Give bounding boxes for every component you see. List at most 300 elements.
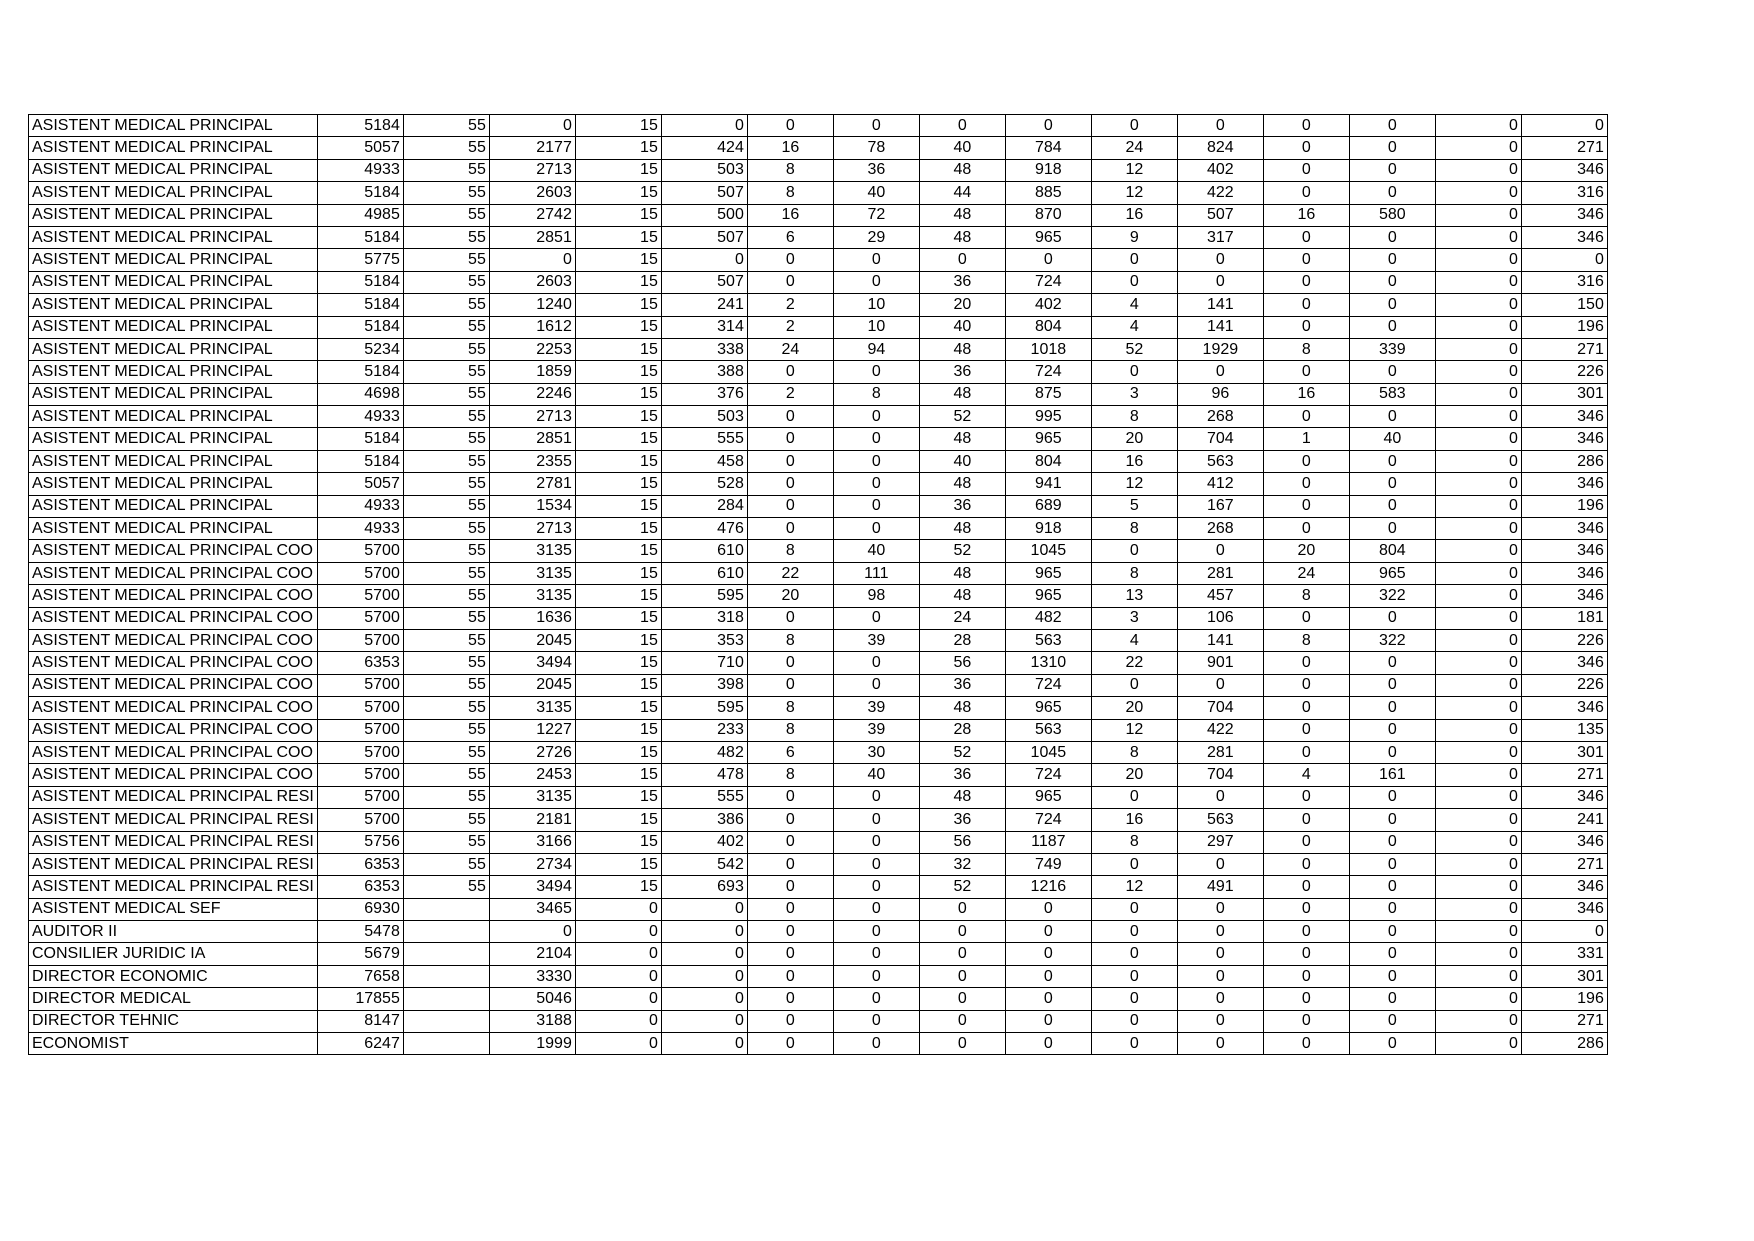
value-cell: 595 [661,585,747,607]
value-cell: 12 [1091,182,1177,204]
value-cell [403,943,489,965]
value-cell: 241 [1521,809,1607,831]
value-cell: 0 [1091,1010,1177,1032]
value-cell: 241 [661,294,747,316]
value-cell: 0 [1263,361,1349,383]
value-cell: 15 [575,137,661,159]
value-cell: 72 [833,204,919,226]
value-cell: 0 [489,115,575,137]
value-cell: 40 [1349,428,1435,450]
value-cell: 3135 [489,697,575,719]
value-cell: 0 [833,898,919,920]
value-cell: 965 [1005,786,1091,808]
value-cell: 15 [575,383,661,405]
value-cell: 0 [661,1033,747,1055]
value-cell: 3188 [489,1010,575,1032]
value-cell: 0 [1263,943,1349,965]
value-cell: 317 [1177,226,1263,248]
value-cell: 5700 [317,786,403,808]
value-cell: 804 [1005,450,1091,472]
value-cell: 40 [919,450,1005,472]
value-cell: 0 [1263,518,1349,540]
value-cell: 0 [919,965,1005,987]
value-cell: 995 [1005,406,1091,428]
value-cell: 457 [1177,585,1263,607]
value-cell: 0 [661,249,747,271]
value-cell: 52 [1091,338,1177,360]
value-cell: 5184 [317,115,403,137]
value-cell: 339 [1349,338,1435,360]
table-row [29,182,1608,204]
value-cell: 15 [575,428,661,450]
value-cell: 0 [1349,652,1435,674]
value-cell: 0 [833,115,919,137]
value-cell: 1018 [1005,338,1091,360]
value-cell: 55 [403,652,489,674]
value-cell [403,965,489,987]
value-cell: 24 [919,607,1005,629]
value-cell: 0 [1435,159,1521,181]
value-cell: 0 [1435,115,1521,137]
value-cell: 10 [833,316,919,338]
value-cell: 5700 [317,585,403,607]
value-cell: 9 [1091,226,1177,248]
value-cell: 0 [747,495,833,517]
value-cell: 5184 [317,182,403,204]
value-cell: 824 [1177,137,1263,159]
value-cell: 16 [1263,204,1349,226]
value-cell: 15 [575,809,661,831]
value-cell: 15 [575,719,661,741]
value-cell: 595 [661,697,747,719]
table-row [29,853,1608,875]
value-cell: 56 [919,831,1005,853]
value-cell: 15 [575,406,661,428]
value-cell: 48 [919,159,1005,181]
value-cell: 346 [1521,428,1607,450]
value-cell: 0 [833,809,919,831]
value-cell: 0 [575,898,661,920]
value-cell: 0 [1005,115,1091,137]
value-cell: 346 [1521,204,1607,226]
value-cell: 0 [833,271,919,293]
value-cell: 724 [1005,271,1091,293]
value-cell: 0 [1521,115,1607,137]
value-cell: 4 [1091,294,1177,316]
value-cell: 0 [661,1010,747,1032]
position-cell: ASISTENT MEDICAL PRINCIPAL [29,495,318,517]
value-cell: 98 [833,585,919,607]
value-cell: 0 [833,450,919,472]
value-cell: 0 [1263,809,1349,831]
value-cell: 0 [1091,1033,1177,1055]
value-cell: 2453 [489,764,575,786]
value-cell: 0 [833,965,919,987]
value-cell: 0 [1263,316,1349,338]
value-cell: 0 [747,921,833,943]
value-cell: 196 [1521,988,1607,1010]
value-cell: 0 [1177,271,1263,293]
value-cell: 36 [919,764,1005,786]
value-cell: 0 [1435,294,1521,316]
value-cell: 3494 [489,652,575,674]
value-cell: 141 [1177,629,1263,651]
salary-table [28,114,1608,1055]
value-cell: 0 [1435,786,1521,808]
value-cell: 286 [1521,450,1607,472]
position-cell: DIRECTOR TEHNIC [29,1010,318,1032]
value-cell: 0 [833,473,919,495]
value-cell: 8 [1091,741,1177,763]
value-cell: 0 [1091,540,1177,562]
value-cell: 0 [1349,898,1435,920]
value-cell: 48 [919,518,1005,540]
value-cell: 55 [403,674,489,696]
value-cell: 388 [661,361,747,383]
position-cell: ASISTENT MEDICAL PRINCIPAL [29,428,318,450]
value-cell: 0 [1435,271,1521,293]
table-row [29,406,1608,428]
value-cell: 55 [403,540,489,562]
value-cell: 15 [575,182,661,204]
value-cell: 16 [747,137,833,159]
position-cell: ASISTENT MEDICAL PRINCIPAL [29,338,318,360]
table-row [29,361,1608,383]
value-cell: 55 [403,294,489,316]
value-cell: 15 [575,338,661,360]
value-cell: 181 [1521,607,1607,629]
value-cell: 0 [1177,249,1263,271]
value-cell: 0 [1349,316,1435,338]
value-cell: 0 [1349,294,1435,316]
value-cell: 5700 [317,764,403,786]
value-cell: 3135 [489,562,575,584]
value-cell: 0 [1263,1033,1349,1055]
value-cell: 704 [1177,697,1263,719]
value-cell: 563 [1177,450,1263,472]
value-cell: 610 [661,562,747,584]
value-cell: 0 [1005,943,1091,965]
position-cell: ASISTENT MEDICAL PRINCIPAL RESI [29,853,318,875]
value-cell: 0 [1349,965,1435,987]
value-cell: 5700 [317,629,403,651]
value-cell: 0 [1435,182,1521,204]
value-cell: 0 [1435,361,1521,383]
value-cell: 17855 [317,988,403,1010]
value-cell: 0 [1435,764,1521,786]
table-row [29,115,1608,137]
value-cell: 0 [1177,988,1263,1010]
value-cell: 1999 [489,1033,575,1055]
value-cell: 4933 [317,159,403,181]
value-cell: 0 [1435,719,1521,741]
position-cell: ASISTENT MEDICAL PRINCIPAL COO [29,629,318,651]
value-cell: 0 [1263,249,1349,271]
value-cell: 3135 [489,585,575,607]
value-cell: 301 [1521,741,1607,763]
value-cell: 885 [1005,182,1091,204]
value-cell: 0 [1263,876,1349,898]
value-cell: 2 [747,294,833,316]
value-cell: 0 [919,249,1005,271]
value-cell: 0 [747,876,833,898]
value-cell: 0 [1349,943,1435,965]
position-cell: ASISTENT MEDICAL PRINCIPAL COO [29,540,318,562]
value-cell: 24 [1263,562,1349,584]
value-cell: 6 [747,741,833,763]
value-cell: 0 [661,115,747,137]
value-cell: 8 [1263,629,1349,651]
value-cell: 500 [661,204,747,226]
value-cell: 0 [1349,115,1435,137]
value-cell: 24 [747,338,833,360]
value-cell: 965 [1005,585,1091,607]
value-cell: 8 [1263,338,1349,360]
value-cell: 8 [747,697,833,719]
value-cell: 150 [1521,294,1607,316]
table-row [29,271,1608,293]
position-cell: CONSILIER JURIDIC IA [29,943,318,965]
value-cell: 0 [1263,741,1349,763]
value-cell: 0 [1263,294,1349,316]
value-cell: 0 [833,674,919,696]
value-cell: 55 [403,361,489,383]
value-cell: 402 [1005,294,1091,316]
value-cell: 0 [1091,965,1177,987]
table-row [29,585,1608,607]
value-cell: 167 [1177,495,1263,517]
value-cell [403,988,489,1010]
table-row [29,518,1608,540]
value-cell: 15 [575,159,661,181]
value-cell: 0 [747,607,833,629]
value-cell: 3494 [489,876,575,898]
value-cell: 0 [1005,965,1091,987]
value-cell: 4 [1091,316,1177,338]
value-cell: 15 [575,876,661,898]
value-cell: 297 [1177,831,1263,853]
value-cell: 0 [1435,741,1521,763]
value-cell: 507 [1177,204,1263,226]
value-cell: 422 [1177,719,1263,741]
value-cell: 2734 [489,853,575,875]
table-row [29,450,1608,472]
value-cell: 5700 [317,674,403,696]
value-cell: 0 [747,853,833,875]
table-row [29,1033,1608,1055]
position-cell: ASISTENT MEDICAL PRINCIPAL RESI [29,831,318,853]
position-cell: ASISTENT MEDICAL PRINCIPAL COO [29,585,318,607]
value-cell: 0 [1263,988,1349,1010]
table-row [29,965,1608,987]
value-cell: 55 [403,495,489,517]
value-cell: 30 [833,741,919,763]
value-cell: 5775 [317,249,403,271]
value-cell: 55 [403,182,489,204]
value-cell: 346 [1521,652,1607,674]
value-cell: 15 [575,226,661,248]
value-cell: 8 [747,159,833,181]
value-cell: 316 [1521,271,1607,293]
value-cell: 0 [833,406,919,428]
value-cell: 965 [1349,562,1435,584]
position-cell: DIRECTOR MEDICAL [29,988,318,1010]
value-cell: 55 [403,406,489,428]
value-cell: 16 [747,204,833,226]
value-cell: 55 [403,562,489,584]
value-cell: 15 [575,741,661,763]
value-cell: 338 [661,338,747,360]
table-row [29,719,1608,741]
value-cell: 4698 [317,383,403,405]
value-cell: 482 [1005,607,1091,629]
value-cell: 12 [1091,159,1177,181]
value-cell: 0 [1435,204,1521,226]
value-cell: 5057 [317,473,403,495]
value-cell: 1045 [1005,540,1091,562]
table-row [29,607,1608,629]
value-cell: 0 [1091,786,1177,808]
value-cell: 8 [747,764,833,786]
value-cell: 16 [1091,809,1177,831]
value-cell: 0 [1435,562,1521,584]
value-cell: 918 [1005,518,1091,540]
value-cell: 0 [1005,898,1091,920]
value-cell: 0 [747,831,833,853]
value-cell: 0 [1435,965,1521,987]
value-cell: 0 [1005,1010,1091,1032]
value-cell: 15 [575,764,661,786]
position-cell: AUDITOR II [29,921,318,943]
value-cell: 704 [1177,764,1263,786]
table-row [29,204,1608,226]
value-cell: 55 [403,383,489,405]
value-cell: 48 [919,428,1005,450]
value-cell: 5184 [317,450,403,472]
value-cell: 0 [1263,1010,1349,1032]
value-cell: 0 [833,518,919,540]
value-cell: 0 [1435,674,1521,696]
value-cell: 226 [1521,674,1607,696]
value-cell: 0 [747,249,833,271]
value-cell: 0 [1177,898,1263,920]
value-cell: 6353 [317,853,403,875]
value-cell: 0 [747,406,833,428]
value-cell: 2177 [489,137,575,159]
value-cell: 0 [1263,182,1349,204]
value-cell: 0 [833,1033,919,1055]
value-cell: 563 [1005,629,1091,651]
value-cell: 346 [1521,406,1607,428]
value-cell: 0 [1263,495,1349,517]
position-cell: ASISTENT MEDICAL PRINCIPAL COO [29,764,318,786]
value-cell: 0 [1435,697,1521,719]
value-cell: 0 [747,898,833,920]
value-cell: 226 [1521,361,1607,383]
value-cell: 402 [1177,159,1263,181]
value-cell: 710 [661,652,747,674]
value-cell: 5700 [317,809,403,831]
value-cell: 55 [403,741,489,763]
value-cell: 48 [919,204,1005,226]
value-cell: 458 [661,450,747,472]
value-cell: 48 [919,585,1005,607]
value-cell: 0 [747,271,833,293]
value-cell: 2104 [489,943,575,965]
value-cell: 5700 [317,697,403,719]
value-cell: 22 [747,562,833,584]
value-cell: 55 [403,473,489,495]
value-cell: 5057 [317,137,403,159]
value-cell: 0 [1091,674,1177,696]
value-cell: 8 [747,629,833,651]
value-cell: 0 [1521,921,1607,943]
value-cell: 0 [661,898,747,920]
value-cell: 281 [1177,741,1263,763]
value-cell: 15 [575,853,661,875]
value-cell: 346 [1521,876,1607,898]
value-cell: 55 [403,629,489,651]
value-cell: 55 [403,786,489,808]
position-cell: ASISTENT MEDICAL SEF [29,898,318,920]
value-cell: 0 [1005,921,1091,943]
value-cell: 286 [1521,1033,1607,1055]
value-cell: 48 [919,562,1005,584]
value-cell: 346 [1521,898,1607,920]
value-cell: 402 [661,831,747,853]
value-cell: 55 [403,764,489,786]
value-cell: 0 [1435,428,1521,450]
value-cell: 314 [661,316,747,338]
value-cell: 5756 [317,831,403,853]
value-cell: 5700 [317,607,403,629]
table-row [29,383,1608,405]
value-cell: 0 [1435,383,1521,405]
value-cell: 0 [833,831,919,853]
value-cell: 6247 [317,1033,403,1055]
value-cell: 2045 [489,629,575,651]
value-cell: 965 [1005,562,1091,584]
value-cell: 40 [833,764,919,786]
value-cell: 542 [661,853,747,875]
value-cell: 0 [1349,809,1435,831]
value-cell: 507 [661,182,747,204]
value-cell: 0 [833,607,919,629]
value-cell: 784 [1005,137,1091,159]
table-row [29,786,1608,808]
value-cell: 555 [661,786,747,808]
value-cell: 0 [1091,271,1177,293]
value-cell: 563 [1177,809,1263,831]
value-cell: 0 [833,943,919,965]
value-cell: 40 [919,137,1005,159]
value-cell: 724 [1005,674,1091,696]
value-cell: 13 [1091,585,1177,607]
value-cell: 15 [575,495,661,517]
value-cell [403,898,489,920]
position-cell: ASISTENT MEDICAL PRINCIPAL [29,361,318,383]
value-cell: 8 [747,540,833,562]
value-cell: 346 [1521,585,1607,607]
value-cell: 0 [1349,1033,1435,1055]
value-cell: 40 [833,540,919,562]
value-cell: 0 [1349,1010,1435,1032]
table-row [29,741,1608,763]
value-cell: 55 [403,137,489,159]
value-cell: 48 [919,383,1005,405]
value-cell: 0 [1177,853,1263,875]
value-cell: 141 [1177,316,1263,338]
